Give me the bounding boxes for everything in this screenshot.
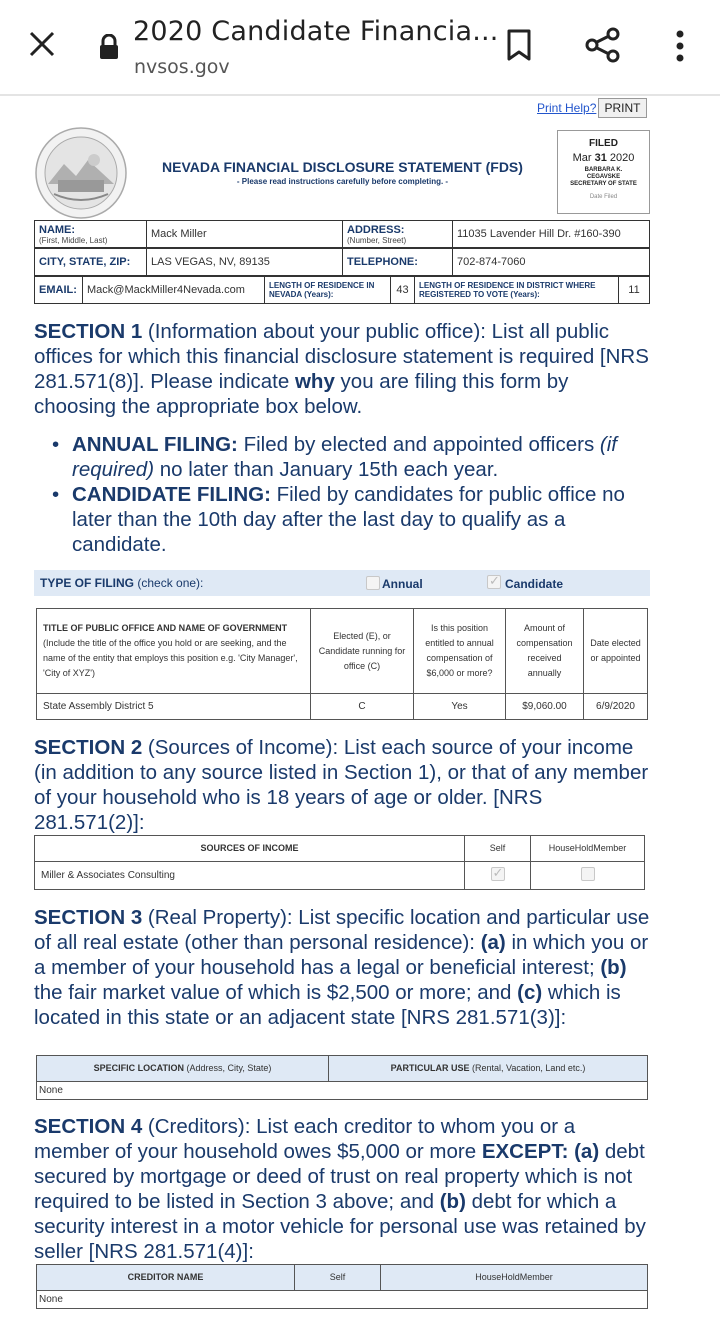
print-help-link[interactable]: Print Help? (537, 101, 597, 115)
type-of-filing-title: TYPE OF FILING (40, 576, 135, 590)
secretary-signature (558, 167, 649, 188)
section-2-text (34, 735, 654, 835)
section-4-title: SECTION 4 (34, 1115, 143, 1138)
residence-nevada-label: LENGTH OF RESIDENCE IN NEVADA (Years): (265, 277, 391, 304)
col-use-header (329, 1056, 648, 1082)
section-2-body: (Sources of Income): List each source of your income (in addition to any source listed in Section 1), or that of any member of your household who is 18 years of age or older. [NRS 281.571(2)]: (34, 736, 649, 834)
office-date-cell[interactable]: 6/9/2020 (584, 694, 648, 720)
income-self-checkbox[interactable] (491, 867, 505, 881)
secretary-name-last: CEGAVSKE (586, 174, 621, 180)
name-value[interactable]: Mack Miller (147, 221, 343, 248)
address-label: ADDRESS: (347, 223, 405, 236)
email-residence-table (34, 276, 650, 304)
filed-year: 2020 (609, 152, 635, 164)
page-domain[interactable]: nvsos.gov (134, 56, 230, 78)
section-3-body-3: the fair market value of which is $2,500 or more; and (34, 981, 518, 1004)
section-1-text (34, 319, 654, 419)
type-of-filing-label (40, 576, 203, 590)
section-4-text (34, 1114, 654, 1264)
form-subtitle: - Please read instructions carefully before completing. - (236, 177, 449, 186)
section-1-why: why (294, 370, 335, 393)
section-3-body-1: (Real Property): List specific location and particular use of all real estate (other than personal residence): (34, 906, 650, 954)
phone-label: TELEPHONE: (343, 249, 453, 276)
bullet-candidate-label: CANDIDATE FILING: (72, 483, 271, 506)
filing-bullets (52, 432, 652, 557)
col-title-header (37, 609, 311, 694)
col-use-header-hint: (Rental, Vacation, Land etc.) (469, 1063, 586, 1073)
filed-stamp (557, 130, 650, 214)
section-3-text (34, 905, 654, 1030)
col-location-header-bold: SPECIFIC LOCATION (93, 1063, 184, 1073)
filed-label: FILED (589, 138, 618, 149)
col-creditor-header (37, 1265, 295, 1291)
candidate-checkbox[interactable] (487, 575, 501, 589)
more-menu-icon[interactable] (668, 28, 692, 64)
section-4-body-3: debt for which a security interest in a motor vehicle for personal use was retained by seller [NRS 281.571(4)]: (34, 1190, 646, 1263)
section-1-body-2: you are filing this form by choosing the appropriate box below. (34, 370, 569, 418)
col-title-header-hint: (Include the title of the office you hold or are seeking, and the name of the entity that employs this position e.g. 'City Manager', 'City of XYZ') (43, 638, 298, 678)
nevada-seal-logo (34, 126, 128, 220)
type-of-filing-hint: (check one): (134, 576, 204, 590)
col-creditor-self-header: Self (295, 1265, 381, 1291)
creditors-none-cell[interactable]: None (37, 1291, 648, 1309)
col-entitled-header: Is this position entitled to annual compensation of $6,000 or more? (414, 609, 506, 694)
section-3-body-2: in which you or a member of your household has a legal or beneficial interest; (34, 931, 649, 979)
name-hint: (First, Middle, Last) (39, 235, 108, 245)
section-4-body-1: (Creditors): List each creditor to whom you or a member of your household owes $5,000 or more (34, 1115, 576, 1163)
income-self-cell (465, 862, 531, 890)
bullet-annual (52, 432, 652, 482)
sources-of-income-table (34, 835, 645, 890)
city-label: CITY, STATE, ZIP: (35, 249, 147, 276)
col-use-header-bold: PARTICULAR USE (390, 1063, 470, 1073)
col-date-header: Date elected or appointed (584, 609, 648, 694)
col-sources-header-label: SOURCES OF INCOME (200, 843, 299, 853)
creditors-table (36, 1264, 648, 1291)
table-row (37, 694, 648, 720)
col-creditor-header-label: CREDITOR NAME (127, 1272, 204, 1282)
annual-label: Annual (382, 577, 423, 591)
public-office-header-row (37, 609, 648, 694)
type-of-filing-bar (34, 570, 650, 596)
col-self-header: Self (465, 836, 531, 862)
table-row (37, 1291, 648, 1309)
section-4-a: (a) (574, 1140, 600, 1163)
office-amount-cell[interactable]: $9,060.00 (506, 694, 584, 720)
income-household-cell (531, 862, 645, 890)
bullet-annual-text: Filed by elected and appointed officers (237, 433, 600, 456)
col-elected-header: Elected (E), or Candidate running for office (C) (311, 609, 414, 694)
income-source-cell[interactable]: Miller & Associates Consulting (35, 862, 465, 890)
name-label-cell (35, 221, 147, 248)
city-value[interactable]: LAS VEGAS, NV, 89135 (147, 249, 343, 276)
bullet-annual-text-2: no later than January 15th each year. (154, 458, 499, 481)
bullet-annual-label: ANNUAL FILING: (72, 433, 238, 456)
print-button[interactable]: PRINT (598, 98, 647, 118)
bookmark-icon[interactable] (504, 28, 534, 62)
bullet-annual-italic: (if required) (72, 433, 617, 481)
filed-date (558, 152, 649, 164)
col-household-header: HouseHoldMember (531, 836, 645, 862)
bullet-candidate-text: Filed by candidates for public office no later than the 10th day after the last day to qualify as a candidate. (72, 483, 625, 556)
office-title-cell[interactable]: State Assembly District 5 (37, 694, 311, 720)
annual-checkbox[interactable] (366, 576, 380, 590)
section-4-b: (b) (439, 1190, 466, 1213)
residence-nevada-value[interactable]: 43 (391, 277, 415, 304)
form-title: NEVADA FINANCIAL DISCLOSURE STATEMENT (FDS) (162, 159, 523, 175)
office-entitled-cell[interactable]: Yes (414, 694, 506, 720)
address-value[interactable]: 11035 Lavender Hill Dr. #160-390 (453, 221, 650, 248)
col-title-header-bold: TITLE OF PUBLIC OFFICE AND NAME OF GOVERNMENT (43, 623, 288, 633)
name-label: NAME: (39, 223, 76, 236)
table-row (37, 1082, 648, 1100)
personal-info-table (34, 220, 650, 248)
section-3-b: (b) (600, 956, 627, 979)
filed-day: 31 (594, 152, 607, 164)
creditors-none-table (36, 1290, 648, 1309)
property-none-cell[interactable]: None (37, 1082, 648, 1100)
col-location-header (37, 1056, 329, 1082)
secretary-name-first: BARBARA K. (584, 167, 623, 173)
section-3-title: SECTION 3 (34, 906, 143, 929)
real-property-none-table (36, 1081, 648, 1100)
section-3-c: (c) (517, 981, 543, 1004)
office-elected-cell[interactable]: C (311, 694, 414, 720)
candidate-label: Candidate (505, 577, 564, 591)
email-value[interactable]: Mack@MackMiller4Nevada.com (83, 277, 265, 304)
section-4-except: EXCEPT: (481, 1140, 569, 1163)
residence-district-value[interactable]: 11 (619, 277, 650, 304)
page-title[interactable]: 2020 Candidate Financia... (133, 16, 499, 47)
filed-month: Mar (572, 152, 592, 164)
residence-district-label: LENGTH OF RESIDENCE IN DISTRICT WHERE REGISTERED TO VOTE (Years): (415, 277, 619, 304)
secretary-title: SECRETARY OF STATE (570, 181, 637, 187)
lock-icon (98, 34, 120, 60)
section-1-title: SECTION 1 (34, 320, 143, 343)
email-label: EMAIL: (35, 277, 83, 304)
col-sources-header (35, 836, 465, 862)
creditors-header-row (37, 1265, 648, 1291)
public-office-table (36, 608, 648, 720)
real-property-table (36, 1055, 648, 1082)
income-household-checkbox[interactable] (581, 867, 595, 881)
close-icon[interactable] (26, 28, 58, 60)
section-3-a: (a) (480, 931, 506, 954)
table-row (35, 862, 645, 890)
section-3-body-4: which is located in this state or an adjacent state [NRS 281.571(3)]: (34, 981, 621, 1029)
city-phone-table (34, 248, 650, 276)
col-creditor-household-header: HouseHoldMember (381, 1265, 648, 1291)
browser-toolbar (0, 0, 720, 96)
address-label-cell (343, 221, 453, 248)
address-hint: (Number, Street) (347, 235, 407, 245)
income-header-row (35, 836, 645, 862)
property-header-row (37, 1056, 648, 1082)
section-2-title: SECTION 2 (34, 736, 143, 759)
phone-value[interactable]: 702-874-7060 (453, 249, 650, 276)
col-amount-header: Amount of compensation received annually (506, 609, 584, 694)
section-4-body-2: debt secured by mortgage or deed of trust on real property which is not required to be listed in Section 3 above; and (34, 1140, 645, 1213)
col-location-header-hint: (Address, City, State) (183, 1063, 272, 1073)
bullet-candidate (52, 482, 652, 557)
section-1-body: (Information about your public office): List all public offices for which this financial disclosure statement is required [NRS 281.571(8)]. Please indicate (34, 320, 649, 393)
share-icon[interactable] (584, 26, 622, 64)
date-filed-label: Date Filed (589, 194, 618, 200)
